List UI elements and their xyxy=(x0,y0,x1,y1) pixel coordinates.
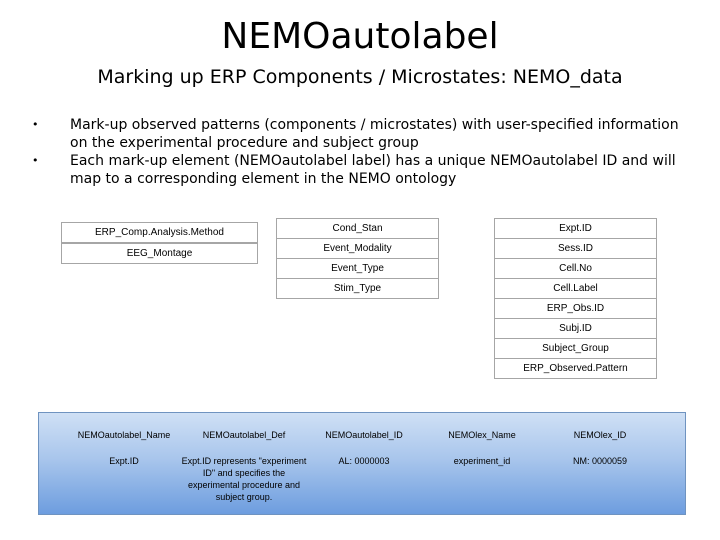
table-header: NEMOlex_Name xyxy=(448,430,516,440)
field-box: Sess.ID xyxy=(494,238,657,259)
field-box: Stim_Type xyxy=(276,278,439,299)
table-header: NEMOlex_ID xyxy=(573,430,627,440)
table-cell: experiment_id xyxy=(453,456,511,466)
bullet-item xyxy=(32,116,692,152)
bullet-dot-icon: • xyxy=(32,154,39,167)
bullet-dot-icon: • xyxy=(32,118,39,131)
slide-subtitle: Marking up ERP Components / Microstates: NEMO_data xyxy=(97,66,623,88)
field-box: ERP_Observed.Pattern xyxy=(494,358,657,379)
table-cell: Expt.ID represents "experiment ID" and specifies the experimental procedure and subject group. xyxy=(181,456,307,502)
table-header: NEMOautolabel_Def xyxy=(202,430,286,440)
table-cell: NM: 0000059 xyxy=(572,456,628,466)
bullet-text: Each mark-up element (NEMOautolabel label) has a unique NEMOautolabel ID and will map to a corresponding element in the NEMO ontology xyxy=(70,153,676,187)
table-header: NEMOautolabel_Name xyxy=(77,430,171,440)
field-box: Cell.Label xyxy=(494,278,657,299)
field-box: EEG_Montage xyxy=(61,243,258,264)
bullet-item xyxy=(32,152,692,188)
slide-title: NEMOautolabel xyxy=(221,16,499,57)
field-box: Event_Modality xyxy=(276,238,439,259)
field-box: Subj.ID xyxy=(494,318,657,339)
field-box: Subject_Group xyxy=(494,338,657,359)
table-cell: AL: 0000003 xyxy=(338,456,390,466)
nemo-mapping-table xyxy=(38,412,686,515)
field-box: Expt.ID xyxy=(494,218,657,239)
table-cell: Expt.ID xyxy=(109,456,139,466)
bullet-text: Mark-up observed patterns (components / microstates) with user-specified information on the experimental procedure and subject group xyxy=(70,117,679,151)
bullet-list xyxy=(32,116,692,188)
field-box: ERP_Obs.ID xyxy=(494,298,657,319)
field-box: ERP_Comp.Analysis.Method xyxy=(61,222,258,243)
field-box: Cond_Stan xyxy=(276,218,439,239)
table-header: NEMOautolabel_ID xyxy=(325,430,403,440)
field-box: Event_Type xyxy=(276,258,439,279)
field-box: Cell.No xyxy=(494,258,657,279)
